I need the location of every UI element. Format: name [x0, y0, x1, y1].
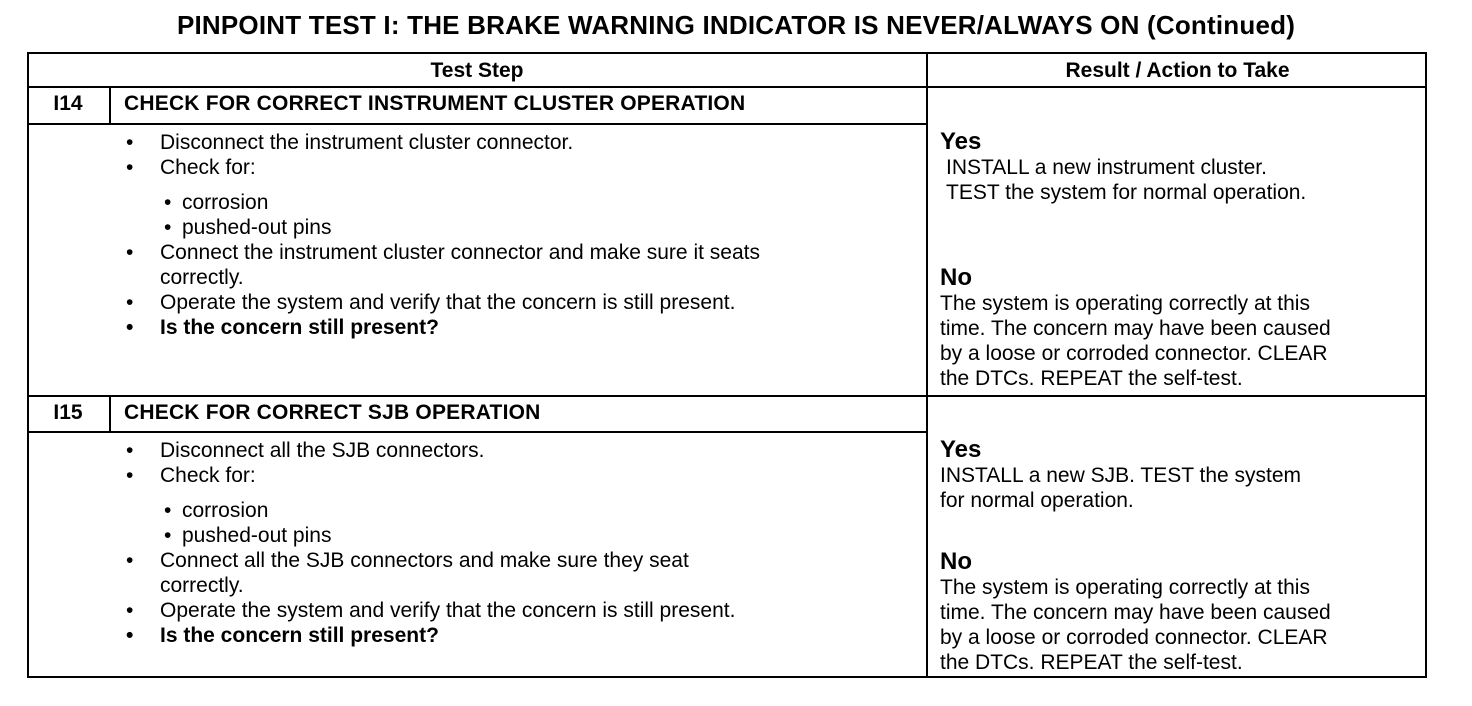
step-instructions [124, 130, 760, 340]
list-item-continuation: correctly. [160, 574, 244, 597]
header-test-step: Test Step [430, 59, 524, 82]
list-item: • pushed-out pins [124, 215, 760, 240]
result-yes [940, 129, 1420, 205]
list-item: • corrosion [124, 190, 760, 215]
step-title: CHECK FOR CORRECT INSTRUMENT CLUSTER OPERATION [124, 92, 746, 115]
list-item: • Disconnect the instrument cluster connector. [124, 130, 760, 155]
result-text: by a loose or corroded connector. CLEAR [940, 342, 1328, 365]
header-result-action: Result / Action to Take [1065, 59, 1290, 82]
step-number: I14 [53, 92, 83, 115]
list-item-continuation: correctly. [160, 266, 244, 289]
list-item: • Disconnect all the SJB connectors. [124, 438, 735, 463]
list-item: • Check for: [124, 155, 760, 180]
step-number: I15 [53, 401, 83, 424]
list-item: • corrosion [124, 498, 735, 523]
list-item: • Check for: [124, 463, 735, 488]
list-item: • Is the concern still present? [124, 623, 735, 648]
step-id-divider [109, 86, 111, 124]
list-item: • Connect the instrument cluster connector and make sure it seats [124, 240, 760, 265]
step-title: CHECK FOR CORRECT SJB OPERATION [124, 401, 541, 424]
result-text: The system is operating correctly at this [940, 292, 1310, 315]
result-yes [940, 437, 1420, 513]
result-text: by a loose or corroded connector. CLEAR [940, 626, 1328, 649]
list-item: • Operate the system and verify that the concern is still present. [124, 290, 760, 315]
page-title: PINPOINT TEST I: THE BRAKE WARNING INDICATOR IS NEVER/ALWAYS ON (Continued) [176, 10, 1296, 40]
step-instructions [124, 438, 735, 648]
result-text: INSTALL a new instrument cluster. [946, 156, 1267, 179]
list-item: • Is the concern still present? [124, 315, 760, 340]
list-item: • Connect all the SJB connectors and make sure they seat [124, 548, 735, 573]
result-text: the DTCs. REPEAT the self-test. [940, 651, 1243, 674]
result-text: INSTALL a new SJB. TEST the system [940, 464, 1302, 487]
list-item: • Operate the system and verify that the concern is still present. [124, 598, 735, 623]
list-item: • pushed-out pins [124, 523, 735, 548]
yes-label: Yes [940, 128, 982, 155]
result-text: for normal operation. [940, 489, 1134, 512]
header-divider [27, 86, 1427, 88]
result-text: The system is operating correctly at this [940, 576, 1310, 599]
result-text: the DTCs. REPEAT the self-test. [940, 367, 1243, 390]
result-no [940, 265, 1420, 391]
result-text: time. The concern may have been caused [940, 317, 1331, 340]
no-label: No [940, 264, 972, 291]
result-text: time. The concern may have been caused [940, 601, 1331, 624]
step-title-divider [27, 431, 927, 433]
no-label: No [940, 548, 972, 575]
result-text: TEST the system for normal operation. [946, 181, 1307, 204]
step-divider [27, 395, 1427, 397]
yes-label: Yes [940, 436, 982, 463]
step-id-divider [109, 395, 111, 432]
column-divider [926, 52, 928, 678]
step-title-divider [27, 123, 927, 125]
result-no [940, 549, 1420, 675]
